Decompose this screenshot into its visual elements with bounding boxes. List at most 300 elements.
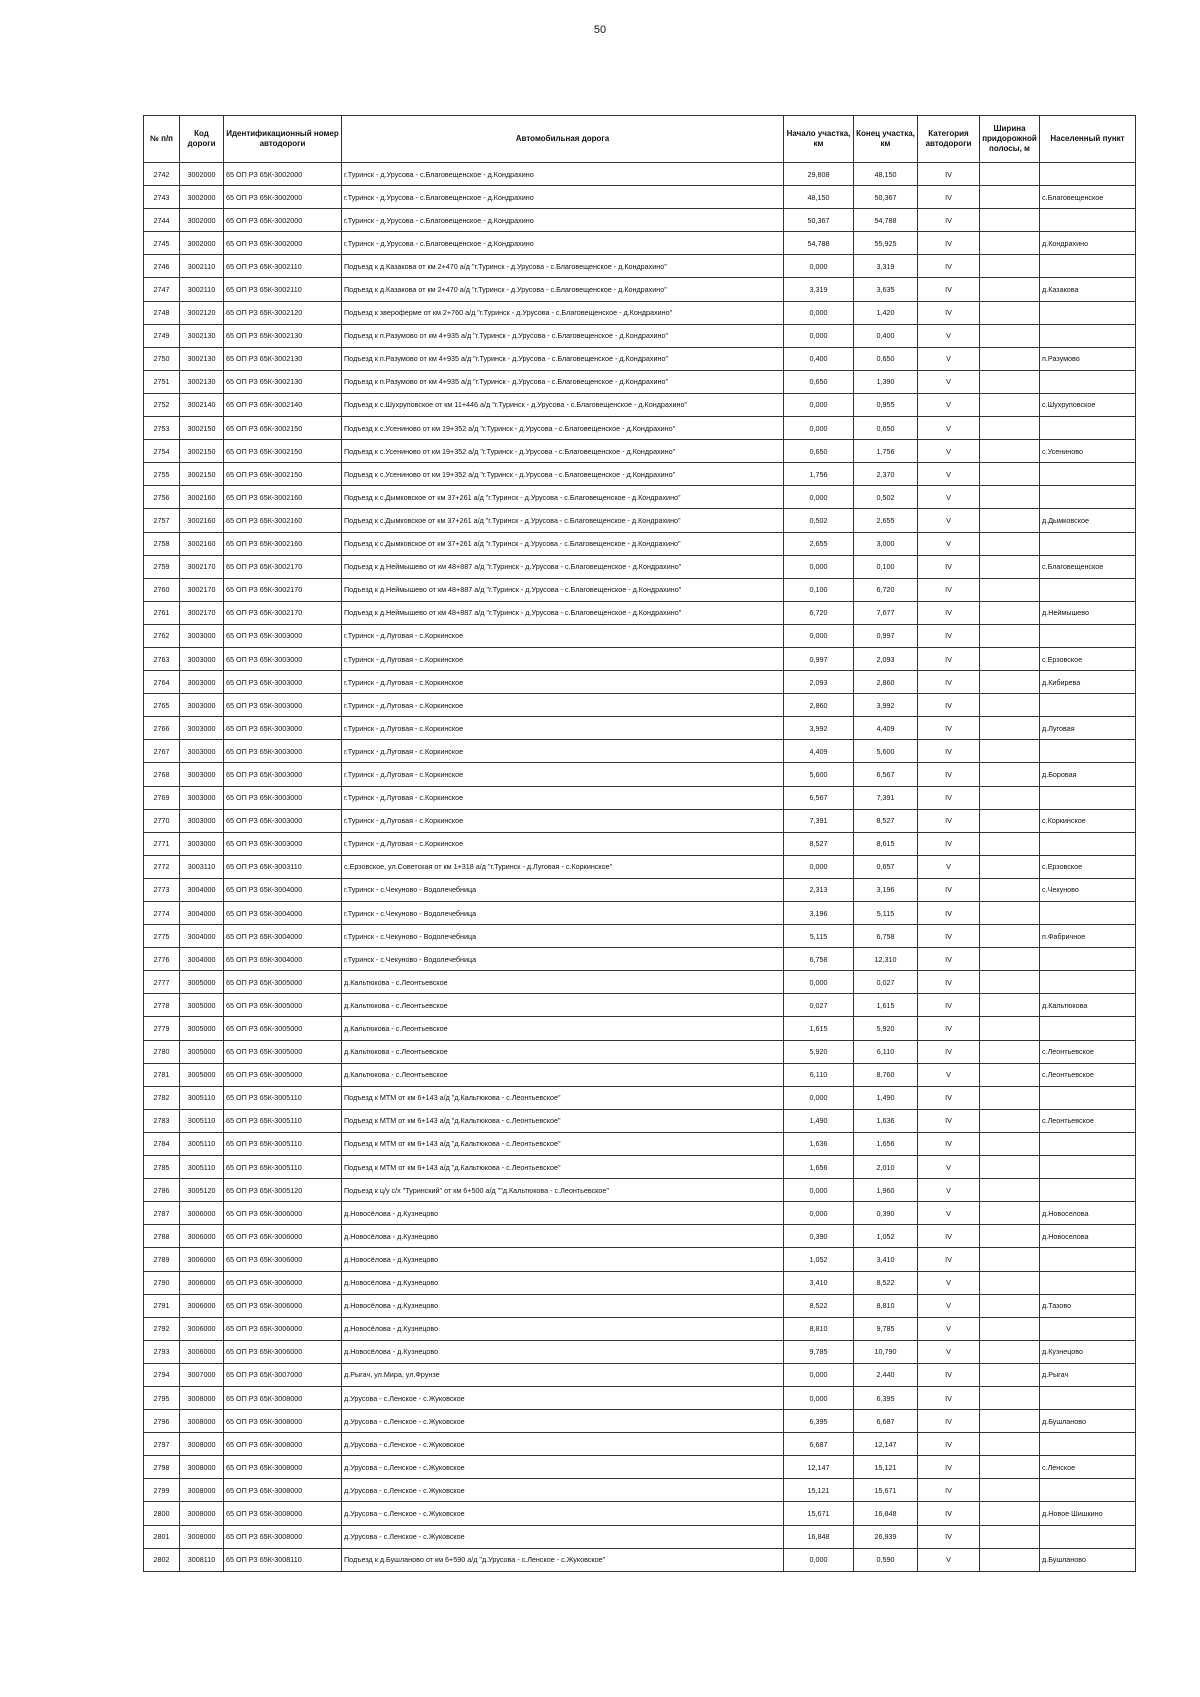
cell-road: Подъезд к МТМ от км 6+143 а/д "д.Кальтюкова - с.Леонтьевское" [342, 1132, 784, 1155]
table-row [144, 601, 1136, 624]
cell-category: IV [918, 717, 980, 740]
cell-road: Подъезд к п.Разумово от км 4+935 а/д "г.Туринск - д.Урусова - с.Благовещенское - д.Кондрахино" [342, 324, 784, 347]
cell-id: 65 ОП РЗ 65К-3003000 [224, 717, 342, 740]
cell-start: 0,000 [784, 1363, 854, 1386]
cell-road: г.Туринск - д.Луговая - с.Коркинское [342, 763, 784, 786]
cell-start: 3,410 [784, 1271, 854, 1294]
cell-category: IV [918, 763, 980, 786]
cell-start: 8,810 [784, 1317, 854, 1340]
cell-category: V [918, 347, 980, 370]
cell-width [980, 1479, 1040, 1502]
cell-width [980, 1040, 1040, 1063]
cell-road: Подъезд к д.Бушланово от км 6+590 а/д "д.Урусова - с.Ленское - с.Жуковское" [342, 1548, 784, 1571]
table-row [144, 278, 1136, 301]
table-row [144, 786, 1136, 809]
table-row [144, 832, 1136, 855]
cell-width [980, 209, 1040, 232]
cell-road: г.Туринск - д.Урусова - с.Благовещенское - д.Кондрахино [342, 209, 784, 232]
cell-place: с.Благовещенское [1040, 186, 1136, 209]
cell-id: 65 ОП РЗ 65К-3008000 [224, 1456, 342, 1479]
table-row [144, 1548, 1136, 1571]
cell-category: V [918, 1271, 980, 1294]
table-row [144, 1040, 1136, 1063]
cell-code: 3002160 [180, 532, 224, 555]
cell-start: 0,650 [784, 440, 854, 463]
cell-width [980, 994, 1040, 1017]
cell-category: V [918, 1156, 980, 1179]
cell-num: 2754 [144, 440, 180, 463]
cell-road: г.Туринск - д.Луговая - с.Коркинское [342, 624, 784, 647]
cell-road: г.Туринск - с.Чекуново - Водолечебница [342, 878, 784, 901]
cell-road: д.Новосёлова - д.Кузнецово [342, 1271, 784, 1294]
cell-code: 3008000 [180, 1433, 224, 1456]
table-row [144, 324, 1136, 347]
cell-end: 16,848 [854, 1502, 918, 1525]
cell-width [980, 163, 1040, 186]
header-num: № п/п [144, 116, 180, 163]
cell-id: 65 ОП РЗ 65К-3006000 [224, 1225, 342, 1248]
cell-code: 3002150 [180, 440, 224, 463]
cell-width [980, 417, 1040, 440]
cell-code: 3006000 [180, 1248, 224, 1271]
cell-width [980, 1063, 1040, 1086]
cell-code: 3006000 [180, 1294, 224, 1317]
cell-place: с.Леонтьевское [1040, 1109, 1136, 1132]
cell-num: 2756 [144, 486, 180, 509]
cell-width [980, 532, 1040, 555]
table-row [144, 555, 1136, 578]
cell-road: г.Туринск - д.Луговая - с.Коркинское [342, 740, 784, 763]
cell-width [980, 1017, 1040, 1040]
cell-category: IV [918, 578, 980, 601]
cell-end: 9,785 [854, 1317, 918, 1340]
cell-id: 65 ОП РЗ 65К-3007000 [224, 1363, 342, 1386]
cell-num: 2751 [144, 370, 180, 393]
cell-category: IV [918, 971, 980, 994]
cell-id: 65 ОП РЗ 65К-3008110 [224, 1548, 342, 1571]
cell-code: 3005000 [180, 994, 224, 1017]
cell-end: 6,687 [854, 1410, 918, 1433]
cell-category: V [918, 1063, 980, 1086]
cell-road: д.Новосёлова - д.Кузнецово [342, 1317, 784, 1340]
cell-place: д.Кузнецово [1040, 1340, 1136, 1363]
cell-num: 2793 [144, 1340, 180, 1363]
cell-road: Подъезд к МТМ от км 6+143 а/д "д.Кальтюкова - с.Леонтьевское" [342, 1156, 784, 1179]
table-row [144, 717, 1136, 740]
cell-code: 3005110 [180, 1132, 224, 1155]
cell-road: Подъезд к д.Неймышево от км 48+887 а/д "г.Туринск - д.Урусова - с.Благовещенское - д.Кондрахино" [342, 555, 784, 578]
cell-end: 8,522 [854, 1271, 918, 1294]
cell-num: 2786 [144, 1179, 180, 1202]
cell-start: 0,000 [784, 1202, 854, 1225]
cell-width [980, 1086, 1040, 1109]
cell-code: 3003000 [180, 832, 224, 855]
table-row [144, 163, 1136, 186]
cell-width [980, 1156, 1040, 1179]
cell-start: 3,992 [784, 717, 854, 740]
table-row [144, 1386, 1136, 1409]
cell-place [1040, 902, 1136, 925]
cell-width [980, 717, 1040, 740]
cell-place: д.Луговая [1040, 717, 1136, 740]
table-row [144, 1156, 1136, 1179]
cell-id: 65 ОП РЗ 65К-3003000 [224, 832, 342, 855]
cell-end: 1,960 [854, 1179, 918, 1202]
cell-road: д.Новосёлова - д.Кузнецово [342, 1294, 784, 1317]
cell-road: Подъезд к звероферме от км 2+760 а/д "г.Туринск - д.Урусова - с.Благовещенское - д.Кондрахино" [342, 301, 784, 324]
table-row [144, 1017, 1136, 1040]
cell-place: с.Чекуново [1040, 878, 1136, 901]
cell-id: 65 ОП РЗ 65К-3005110 [224, 1132, 342, 1155]
table-row [144, 578, 1136, 601]
cell-id: 65 ОП РЗ 65К-3002160 [224, 509, 342, 532]
cell-id: 65 ОП РЗ 65К-3005000 [224, 971, 342, 994]
cell-category: IV [918, 740, 980, 763]
cell-code: 3002000 [180, 186, 224, 209]
cell-code: 3004000 [180, 925, 224, 948]
cell-category: V [918, 440, 980, 463]
cell-category: IV [918, 209, 980, 232]
cell-end: 26,939 [854, 1525, 918, 1548]
cell-road: Подъезд к д.Неймышево от км 48+887 а/д "г.Туринск - д.Урусова - с.Благовещенское - д.Кондрахино" [342, 601, 784, 624]
cell-width [980, 832, 1040, 855]
cell-id: 65 ОП РЗ 65К-3005120 [224, 1179, 342, 1202]
cell-width [980, 763, 1040, 786]
table-row [144, 994, 1136, 1017]
cell-category: IV [918, 809, 980, 832]
table-row [144, 417, 1136, 440]
cell-start: 48,150 [784, 186, 854, 209]
cell-place [1040, 694, 1136, 717]
cell-end: 3,196 [854, 878, 918, 901]
cell-id: 65 ОП РЗ 65К-3006000 [224, 1317, 342, 1340]
cell-category: IV [918, 278, 980, 301]
cell-road: г.Туринск - д.Урусова - с.Благовещенское - д.Кондрахино [342, 232, 784, 255]
cell-id: 65 ОП РЗ 65К-3004000 [224, 902, 342, 925]
cell-place: д.Рыгач [1040, 1363, 1136, 1386]
cell-start: 1,490 [784, 1109, 854, 1132]
cell-num: 2755 [144, 463, 180, 486]
cell-num: 2788 [144, 1225, 180, 1248]
cell-width [980, 786, 1040, 809]
cell-end: 2,093 [854, 647, 918, 670]
cell-place: с.Леонтьевское [1040, 1063, 1136, 1086]
cell-place: д.Неймышево [1040, 601, 1136, 624]
cell-width [980, 948, 1040, 971]
cell-width [980, 1386, 1040, 1409]
cell-width [980, 740, 1040, 763]
cell-road: д.Кальтюкова - с.Леонтьевское [342, 971, 784, 994]
cell-id: 65 ОП РЗ 65К-3002150 [224, 463, 342, 486]
cell-category: V [918, 417, 980, 440]
cell-road: Подъезд к д.Казакова от км 2+470 а/д "г.Туринск - д.Урусова - с.Благовещенское - д.Кондрахино" [342, 255, 784, 278]
table-row [144, 1363, 1136, 1386]
cell-id: 65 ОП РЗ 65К-3008000 [224, 1502, 342, 1525]
cell-code: 3003000 [180, 694, 224, 717]
cell-num: 2787 [144, 1202, 180, 1225]
cell-num: 2748 [144, 301, 180, 324]
cell-width [980, 255, 1040, 278]
cell-num: 2782 [144, 1086, 180, 1109]
cell-code: 3002160 [180, 486, 224, 509]
cell-road: Подъезд к с.Дымковское от км 37+261 а/д "г.Туринск - д.Урусова - с.Благовещенское - д.Кондрахино" [342, 509, 784, 532]
cell-road: Подъезд к МТМ от км 6+143 а/д "д.Кальтюкова - с.Леонтьевское" [342, 1086, 784, 1109]
table-row [144, 1433, 1136, 1456]
cell-start: 3,319 [784, 278, 854, 301]
cell-start: 5,920 [784, 1040, 854, 1063]
cell-end: 12,147 [854, 1433, 918, 1456]
cell-road: д.Новосёлова - д.Кузнецово [342, 1202, 784, 1225]
table-row [144, 671, 1136, 694]
cell-num: 2760 [144, 578, 180, 601]
cell-start: 0,100 [784, 578, 854, 601]
cell-road: Подъезд к МТМ от км 6+143 а/д "д.Кальтюкова - с.Леонтьевское" [342, 1109, 784, 1132]
cell-code: 3002170 [180, 578, 224, 601]
cell-id: 65 ОП РЗ 65К-3002110 [224, 255, 342, 278]
cell-place [1040, 971, 1136, 994]
cell-category: V [918, 1179, 980, 1202]
cell-road: Подъезд к с.Усениново от км 19+352 а/д "г.Туринск - д.Урусова - с.Благовещенское - д.Кондрахино" [342, 463, 784, 486]
cell-code: 3003000 [180, 671, 224, 694]
cell-code: 3006000 [180, 1340, 224, 1363]
cell-category: IV [918, 1017, 980, 1040]
cell-end: 15,671 [854, 1479, 918, 1502]
cell-id: 65 ОП РЗ 65К-3005000 [224, 1040, 342, 1063]
cell-end: 3,992 [854, 694, 918, 717]
cell-code: 3003000 [180, 740, 224, 763]
cell-end: 48,150 [854, 163, 918, 186]
cell-place [1040, 209, 1136, 232]
table-row [144, 1410, 1136, 1433]
cell-end: 2,370 [854, 463, 918, 486]
cell-num: 2784 [144, 1132, 180, 1155]
cell-width [980, 971, 1040, 994]
cell-category: V [918, 1317, 980, 1340]
header-width: Ширина придорожной полосы, м [980, 116, 1040, 163]
cell-road: г.Туринск - д.Луговая - с.Коркинское [342, 832, 784, 855]
cell-road: д.Новосёлова - д.Кузнецово [342, 1248, 784, 1271]
cell-width [980, 370, 1040, 393]
cell-id: 65 ОП РЗ 65К-3008000 [224, 1410, 342, 1433]
cell-road: г.Туринск - д.Луговая - с.Коркинское [342, 671, 784, 694]
cell-end: 7,391 [854, 786, 918, 809]
table-row [144, 1294, 1136, 1317]
cell-road: д.Кальтюкова - с.Леонтьевское [342, 1040, 784, 1063]
cell-width [980, 1363, 1040, 1386]
cell-start: 1,052 [784, 1248, 854, 1271]
cell-width [980, 1225, 1040, 1248]
cell-end: 5,920 [854, 1017, 918, 1040]
cell-start: 0,000 [784, 486, 854, 509]
cell-width [980, 393, 1040, 416]
cell-category: IV [918, 1363, 980, 1386]
cell-code: 3003110 [180, 855, 224, 878]
cell-end: 0,650 [854, 417, 918, 440]
cell-id: 65 ОП РЗ 65К-3008000 [224, 1479, 342, 1502]
cell-end: 6,110 [854, 1040, 918, 1063]
cell-id: 65 ОП РЗ 65К-3002130 [224, 370, 342, 393]
cell-start: 6,720 [784, 601, 854, 624]
cell-code: 3005110 [180, 1109, 224, 1132]
cell-start: 3,196 [784, 902, 854, 925]
cell-end: 7,677 [854, 601, 918, 624]
table-row [144, 624, 1136, 647]
cell-start: 16,848 [784, 1525, 854, 1548]
cell-code: 3008000 [180, 1410, 224, 1433]
cell-width [980, 902, 1040, 925]
header-place: Населенный пункт [1040, 116, 1136, 163]
cell-code: 3005000 [180, 1017, 224, 1040]
cell-start: 8,527 [784, 832, 854, 855]
cell-start: 2,655 [784, 532, 854, 555]
cell-place [1040, 948, 1136, 971]
cell-road: д.Урусова - с.Ленское - с.Жуковское [342, 1456, 784, 1479]
table-row [144, 1502, 1136, 1525]
cell-num: 2769 [144, 786, 180, 809]
cell-road: Подъезд к с.Усениново от км 19+352 а/д "г.Туринск - д.Урусова - с.Благовещенское - д.Кондрахино" [342, 417, 784, 440]
cell-place: с.Ленское [1040, 1456, 1136, 1479]
cell-num: 2777 [144, 971, 180, 994]
cell-num: 2773 [144, 878, 180, 901]
cell-category: IV [918, 1040, 980, 1063]
cell-num: 2797 [144, 1433, 180, 1456]
cell-code: 3005120 [180, 1179, 224, 1202]
cell-place: с.Коркинское [1040, 809, 1136, 832]
cell-code: 3005000 [180, 971, 224, 994]
table-row [144, 1456, 1136, 1479]
cell-num: 2744 [144, 209, 180, 232]
cell-category: IV [918, 186, 980, 209]
cell-road: д.Урусова - с.Ленское - с.Жуковское [342, 1433, 784, 1456]
cell-num: 2780 [144, 1040, 180, 1063]
cell-num: 2795 [144, 1386, 180, 1409]
roads-table [143, 115, 1136, 1572]
cell-end: 0,400 [854, 324, 918, 347]
cell-category: V [918, 1340, 980, 1363]
cell-num: 2802 [144, 1548, 180, 1571]
cell-width [980, 1271, 1040, 1294]
cell-start: 6,110 [784, 1063, 854, 1086]
cell-category: V [918, 509, 980, 532]
cell-code: 3003000 [180, 786, 224, 809]
cell-start: 0,000 [784, 1179, 854, 1202]
cell-code: 3003000 [180, 717, 224, 740]
cell-width [980, 1202, 1040, 1225]
cell-width [980, 232, 1040, 255]
cell-place [1040, 1525, 1136, 1548]
cell-start: 0,000 [784, 624, 854, 647]
cell-category: IV [918, 301, 980, 324]
cell-code: 3004000 [180, 902, 224, 925]
cell-place [1040, 1156, 1136, 1179]
cell-end: 0,657 [854, 855, 918, 878]
cell-num: 2789 [144, 1248, 180, 1271]
cell-code: 3005000 [180, 1063, 224, 1086]
cell-place: д.Бушланово [1040, 1410, 1136, 1433]
cell-end: 1,656 [854, 1132, 918, 1155]
cell-code: 3006000 [180, 1317, 224, 1340]
cell-start: 0,400 [784, 347, 854, 370]
cell-category: IV [918, 1525, 980, 1548]
cell-num: 2752 [144, 393, 180, 416]
table-row [144, 1132, 1136, 1155]
cell-code: 3003000 [180, 809, 224, 832]
cell-id: 65 ОП РЗ 65К-3002130 [224, 324, 342, 347]
cell-id: 65 ОП РЗ 65К-3008000 [224, 1525, 342, 1548]
cell-width [980, 1317, 1040, 1340]
cell-end: 1,420 [854, 301, 918, 324]
table-row [144, 948, 1136, 971]
cell-width [980, 694, 1040, 717]
cell-category: IV [918, 1479, 980, 1502]
cell-id: 65 ОП РЗ 65К-3005000 [224, 994, 342, 1017]
cell-id: 65 ОП РЗ 65К-3002130 [224, 347, 342, 370]
cell-category: IV [918, 948, 980, 971]
cell-width [980, 1132, 1040, 1155]
cell-width [980, 809, 1040, 832]
cell-code: 3005110 [180, 1086, 224, 1109]
cell-place [1040, 786, 1136, 809]
cell-width [980, 486, 1040, 509]
cell-num: 2778 [144, 994, 180, 1017]
cell-code: 3005110 [180, 1156, 224, 1179]
cell-road: г.Туринск - д.Луговая - с.Коркинское [342, 647, 784, 670]
cell-category: IV [918, 1502, 980, 1525]
table-row [144, 1086, 1136, 1109]
cell-place: д.Тазово [1040, 1294, 1136, 1317]
cell-end: 6,758 [854, 925, 918, 948]
cell-place [1040, 417, 1136, 440]
cell-end: 2,860 [854, 671, 918, 694]
cell-category: IV [918, 1248, 980, 1271]
table-row [144, 1225, 1136, 1248]
cell-id: 65 ОП РЗ 65К-3003000 [224, 671, 342, 694]
cell-code: 3008000 [180, 1502, 224, 1525]
cell-end: 1,756 [854, 440, 918, 463]
cell-num: 2771 [144, 832, 180, 855]
cell-end: 2,010 [854, 1156, 918, 1179]
cell-start: 12,147 [784, 1456, 854, 1479]
cell-end: 0,590 [854, 1548, 918, 1571]
cell-code: 3002130 [180, 370, 224, 393]
cell-end: 15,121 [854, 1456, 918, 1479]
cell-start: 8,522 [784, 1294, 854, 1317]
table-row [144, 532, 1136, 555]
cell-end: 4,409 [854, 717, 918, 740]
table-row [144, 1271, 1136, 1294]
cell-place [1040, 1248, 1136, 1271]
cell-id: 65 ОП РЗ 65К-3003000 [224, 786, 342, 809]
cell-category: IV [918, 832, 980, 855]
cell-road: д.Новосёлова - д.Кузнецово [342, 1225, 784, 1248]
cell-code: 3002150 [180, 463, 224, 486]
cell-start: 0,027 [784, 994, 854, 1017]
cell-num: 2765 [144, 694, 180, 717]
cell-category: IV [918, 671, 980, 694]
table-row [144, 694, 1136, 717]
cell-width [980, 347, 1040, 370]
cell-code: 3002000 [180, 232, 224, 255]
table-row [144, 1248, 1136, 1271]
cell-code: 3003000 [180, 647, 224, 670]
cell-width [980, 1109, 1040, 1132]
cell-category: IV [918, 1225, 980, 1248]
cell-code: 3008000 [180, 1479, 224, 1502]
cell-code: 3002110 [180, 278, 224, 301]
cell-start: 15,671 [784, 1502, 854, 1525]
cell-num: 2785 [144, 1156, 180, 1179]
table-header-row [144, 116, 1136, 163]
